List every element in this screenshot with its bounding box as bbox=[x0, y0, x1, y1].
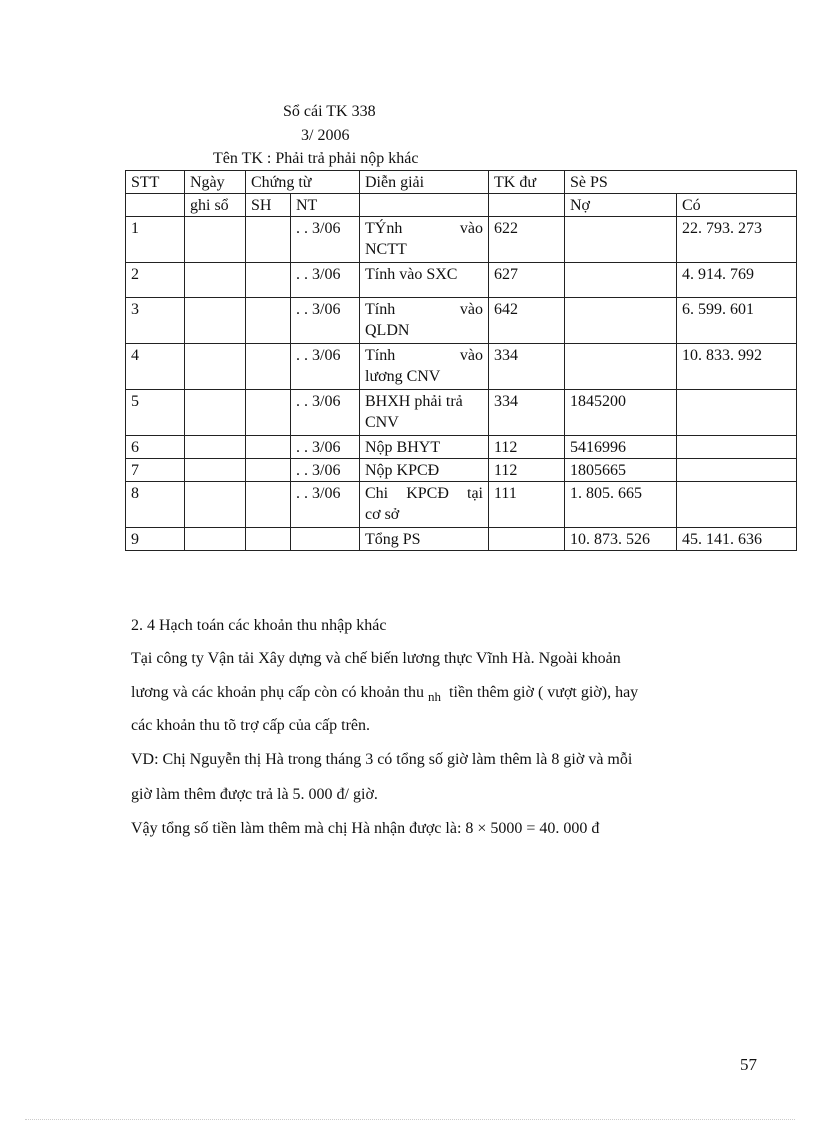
header-dien-giai: Diễn giải bbox=[360, 171, 489, 194]
header-stt: STT bbox=[126, 171, 185, 194]
header-chung-tu: Chứng từ bbox=[246, 171, 360, 194]
ledger-table bbox=[125, 170, 797, 551]
cell-dien-giai-line1: Tính vào SXC bbox=[365, 266, 458, 283]
cell-no: 1805665 bbox=[565, 459, 677, 482]
table-row bbox=[126, 436, 797, 459]
cell-tk: 112 bbox=[489, 436, 565, 459]
header-tk-du-cont bbox=[489, 194, 565, 217]
cell-no: 10. 873. 526 bbox=[565, 528, 677, 551]
cell-dien-giai bbox=[360, 390, 489, 436]
header-dien-giai-cont bbox=[360, 194, 489, 217]
cell-dien-giai-line2: lương CNV bbox=[365, 368, 441, 385]
cell-nt: . . 3/06 bbox=[291, 482, 360, 528]
table-row bbox=[126, 263, 797, 298]
cell-sh bbox=[246, 217, 291, 263]
cell-sh bbox=[246, 263, 291, 298]
cell-co: 10. 833. 992 bbox=[677, 344, 797, 390]
cell-dien-giai-line2: cơ sở bbox=[365, 506, 400, 523]
cell-stt: 7 bbox=[126, 459, 185, 482]
cell-dien-giai-line1: Tính vào bbox=[365, 301, 483, 318]
cell-no bbox=[565, 298, 677, 344]
cell-dien-giai-line1: BHXH phải trả bbox=[365, 393, 463, 410]
cell-nt: . . 3/06 bbox=[291, 298, 360, 344]
cell-ngay bbox=[185, 217, 246, 263]
account-name: Tên TK : Phải trả phải nộp khác bbox=[213, 150, 419, 167]
cell-co: 4. 914. 769 bbox=[677, 263, 797, 298]
cell-dien-giai-line1: Tính vào bbox=[365, 347, 483, 364]
cell-dien-giai-line2: CNV bbox=[365, 414, 399, 431]
cell-sh bbox=[246, 459, 291, 482]
header-sh: SH bbox=[246, 194, 291, 217]
cell-dien-giai-line1: Tổng PS bbox=[365, 531, 421, 548]
cell-stt: 3 bbox=[126, 298, 185, 344]
cell-dien-giai bbox=[360, 263, 489, 298]
cell-tk: 627 bbox=[489, 263, 565, 298]
cell-tk: 642 bbox=[489, 298, 565, 344]
cell-tk: 334 bbox=[489, 390, 565, 436]
cell-sh bbox=[246, 390, 291, 436]
cell-co bbox=[677, 482, 797, 528]
cell-ngay bbox=[185, 298, 246, 344]
cell-no: 1845200 bbox=[565, 390, 677, 436]
paragraph-line: Vậy tổng số tiền làm thêm mà chị Hà nhận được là: 8 × 5000 = 40. 000 đ bbox=[131, 820, 600, 837]
cell-nt: . . 3/06 bbox=[291, 459, 360, 482]
table-row bbox=[126, 344, 797, 390]
cell-stt: 2 bbox=[126, 263, 185, 298]
cell-stt: 1 bbox=[126, 217, 185, 263]
table-row bbox=[126, 217, 797, 263]
paragraph-line: Tại công ty Vận tải Xây dựng và chế biến lương thực Vĩnh Hà. Ngoài khoản bbox=[131, 650, 621, 667]
table-row bbox=[126, 482, 797, 528]
header-tk-du: TK đư bbox=[489, 171, 565, 194]
cell-tk: 334 bbox=[489, 344, 565, 390]
cell-co: 22. 793. 273 bbox=[677, 217, 797, 263]
table-row bbox=[126, 298, 797, 344]
cell-ngay bbox=[185, 263, 246, 298]
cell-ngay bbox=[185, 390, 246, 436]
paragraph-line: giờ làm thêm được trả là 5. 000 đ/ giờ. bbox=[131, 786, 378, 803]
cell-dien-giai bbox=[360, 436, 489, 459]
cell-ngay bbox=[185, 482, 246, 528]
cell-dien-giai-line1: TÝnh vào bbox=[365, 220, 483, 237]
cell-dien-giai bbox=[360, 459, 489, 482]
header-stt-cont bbox=[126, 194, 185, 217]
ledger-period: 3/ 2006 bbox=[301, 127, 350, 144]
paragraph-text: tiền thêm giờ ( vượt giờ), hay bbox=[449, 684, 639, 701]
cell-ngay bbox=[185, 528, 246, 551]
cell-sh bbox=[246, 344, 291, 390]
cell-dien-giai-line2: QLDN bbox=[365, 322, 410, 339]
cell-tk: 622 bbox=[489, 217, 565, 263]
cell-tk: 111 bbox=[489, 482, 565, 528]
cell-co bbox=[677, 390, 797, 436]
cell-dien-giai-line1: Nộp BHYT bbox=[365, 439, 441, 456]
paragraph-line: các khoản thu tõ trợ cấp của cấp trên. bbox=[131, 717, 371, 734]
cell-dien-giai bbox=[360, 217, 489, 263]
page-number: 57 bbox=[740, 1055, 757, 1074]
cell-nt: . . 3/06 bbox=[291, 344, 360, 390]
cell-dien-giai-line2: NCTT bbox=[365, 241, 407, 258]
header-ngay: Ngày bbox=[185, 171, 246, 194]
paragraph-text: lương và các khoản phụ cấp còn có khoản thu bbox=[131, 684, 425, 701]
cell-co: 45. 141. 636 bbox=[677, 528, 797, 551]
cell-ngay bbox=[185, 436, 246, 459]
cell-nt: . . 3/06 bbox=[291, 436, 360, 459]
table-header-row-1 bbox=[126, 171, 797, 194]
header-se-ps: Sè PS bbox=[565, 171, 797, 194]
cell-co bbox=[677, 459, 797, 482]
header-ghi-so: ghi sổ bbox=[185, 194, 246, 217]
cell-no: 5416996 bbox=[565, 436, 677, 459]
cell-sh bbox=[246, 436, 291, 459]
header-no: Nợ bbox=[565, 194, 677, 217]
paragraph-line: VD: Chị Nguyễn thị Hà trong tháng 3 có tổng số giờ làm thêm là 8 giờ và mỗi bbox=[131, 751, 633, 768]
cell-stt: 4 bbox=[126, 344, 185, 390]
cell-sh bbox=[246, 482, 291, 528]
paragraph-subscript: nh bbox=[428, 689, 442, 704]
cell-co bbox=[677, 436, 797, 459]
cell-dien-giai bbox=[360, 528, 489, 551]
table-row-total bbox=[126, 528, 797, 551]
cell-no bbox=[565, 344, 677, 390]
cell-nt bbox=[291, 528, 360, 551]
cell-no bbox=[565, 217, 677, 263]
header-nt: NT bbox=[291, 194, 360, 217]
cell-no: 1. 805. 665 bbox=[565, 482, 677, 528]
cell-dien-giai bbox=[360, 482, 489, 528]
cell-ngay bbox=[185, 344, 246, 390]
cell-stt: 9 bbox=[126, 528, 185, 551]
cell-ngay bbox=[185, 459, 246, 482]
cell-sh bbox=[246, 298, 291, 344]
cell-stt: 6 bbox=[126, 436, 185, 459]
table-row bbox=[126, 390, 797, 436]
cell-co: 6. 599. 601 bbox=[677, 298, 797, 344]
cell-stt: 8 bbox=[126, 482, 185, 528]
cell-no bbox=[565, 263, 677, 298]
table-row bbox=[126, 459, 797, 482]
table-header-row-2 bbox=[126, 194, 797, 217]
ledger-title: Sổ cái TK 338 bbox=[283, 103, 376, 120]
cell-tk bbox=[489, 528, 565, 551]
cell-dien-giai bbox=[360, 344, 489, 390]
header-co: Có bbox=[677, 194, 797, 217]
cell-dien-giai-line1: Chi KPCĐ tại bbox=[365, 485, 483, 502]
cell-nt: . . 3/06 bbox=[291, 390, 360, 436]
cell-sh bbox=[246, 528, 291, 551]
section-title: 2. 4 Hạch toán các khoản thu nhập khác bbox=[131, 617, 387, 634]
paragraph-line bbox=[131, 682, 731, 708]
page-bottom-divider bbox=[25, 1119, 795, 1120]
cell-dien-giai-line1: Nộp KPCĐ bbox=[365, 462, 440, 479]
cell-dien-giai bbox=[360, 298, 489, 344]
cell-nt: . . 3/06 bbox=[291, 263, 360, 298]
cell-tk: 112 bbox=[489, 459, 565, 482]
cell-nt: . . 3/06 bbox=[291, 217, 360, 263]
cell-stt: 5 bbox=[126, 390, 185, 436]
